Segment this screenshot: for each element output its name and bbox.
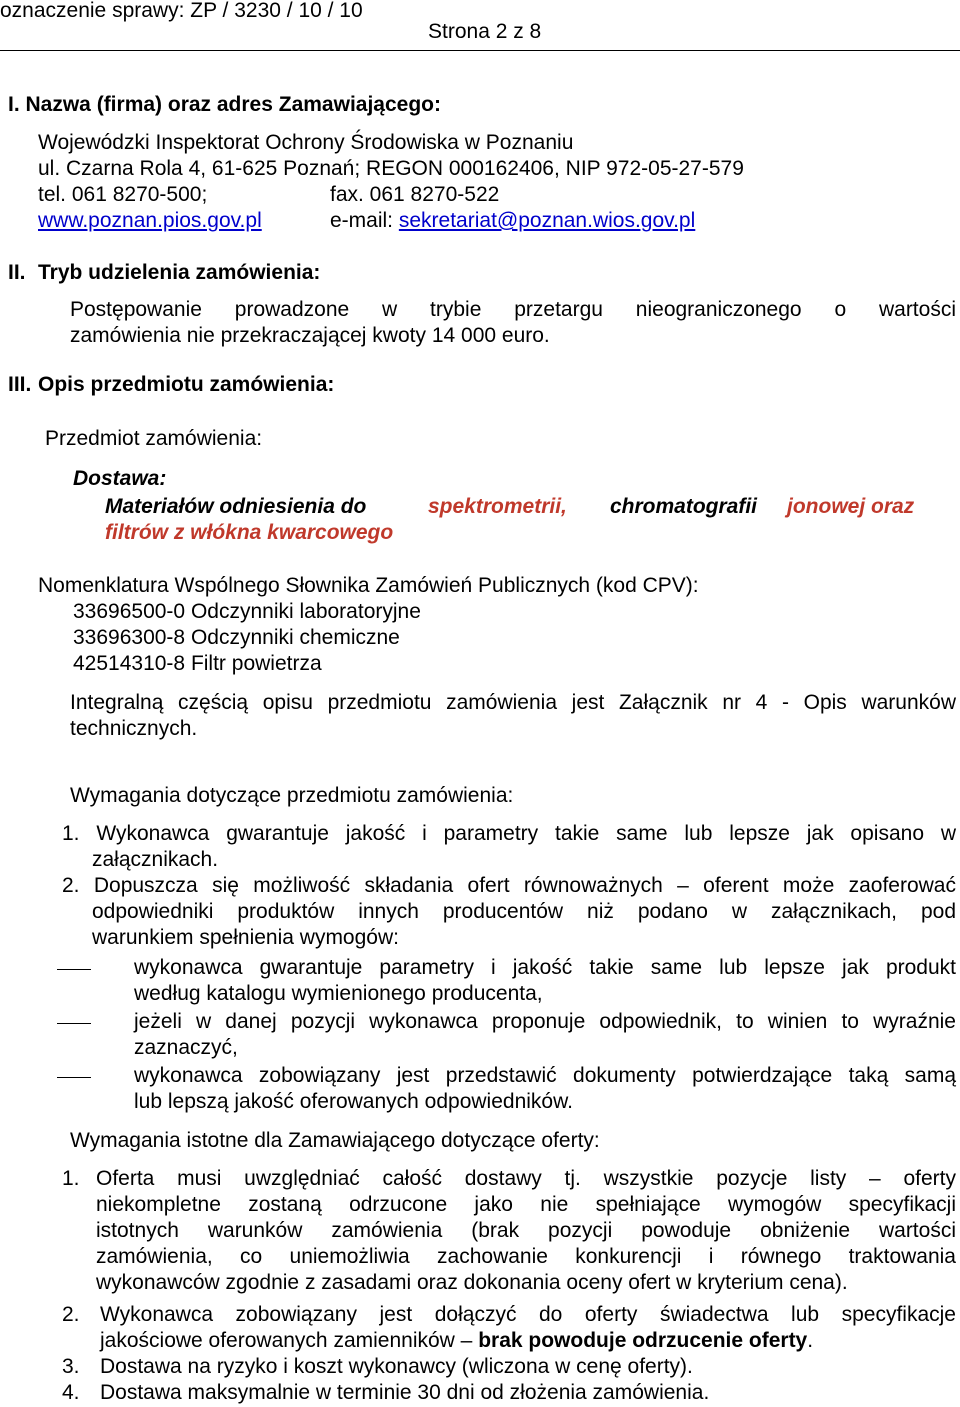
essential-1-number: 1. xyxy=(62,1167,80,1190)
essential-2-line-1: Wykonawca zobowiązany jest dołączyć do oferty świadectwa lub specyfikacje xyxy=(100,1303,956,1326)
bullet-1-line-2: według katalogu wymienionego producenta, xyxy=(134,982,543,1005)
email-line xyxy=(330,208,695,234)
essential-4-number: 4. xyxy=(62,1381,80,1404)
procedure-line-2: zamówienia nie przekraczającej kwoty 14 000 euro. xyxy=(70,324,550,347)
section-2-title: Tryb udzielenia zamówienia: xyxy=(38,261,321,284)
section-2-number: II. xyxy=(8,261,26,284)
essential-4-text: Dostawa maksymalnie w terminie 30 dni od złożenia zamówienia. xyxy=(100,1381,710,1404)
bullet-2-line-2: zaznaczyć, xyxy=(134,1036,238,1059)
delivery-label: Dostawa: xyxy=(73,467,167,490)
bullet-dash xyxy=(57,1077,91,1078)
procedure-line-1: Postępowanie prowadzone w trybie przetargu nieograniczonego o wartości xyxy=(70,298,956,321)
case-reference: oznaczenie sprawy: ZP / 3230 / 10 / 10 xyxy=(0,0,363,22)
requirement-1-line-1: 1. Wykonawca gwarantuje jakość i parametry takie same lub lepsze jak opisano w xyxy=(62,822,956,845)
section-3-title: Opis przedmiotu zamówienia: xyxy=(38,373,335,396)
bullet-1-line-1: wykonawca gwarantuje parametry i jakość takie same lub lepsze jak produkt xyxy=(134,956,956,979)
essential-2-end: . xyxy=(807,1329,814,1352)
section-1-heading: I. Nazwa (firma) oraz adres Zamawiającego: xyxy=(8,93,441,116)
institution-address: ul. Czarna Rola 4, 61-625 Poznań; REGON 000162406, NIP 972-05-27-579 xyxy=(38,157,744,180)
delivery-item-part-2: spektrometrii, xyxy=(428,495,567,518)
essential-3-number: 3. xyxy=(62,1355,80,1378)
requirement-2-line-2: odpowiedniki produktów innych producentów niż podano w załącznikach, pod xyxy=(92,900,956,923)
delivery-item-part-1: Materiałów odniesienia do xyxy=(105,495,367,518)
attachment-line-2: technicznych. xyxy=(70,717,198,740)
cpv-code: 33696300-8 Odczynniki chemiczne xyxy=(73,626,400,649)
essential-heading: Wymagania istotne dla Zamawiającego dotyczące oferty: xyxy=(70,1129,600,1152)
requirement-2-line-1: 2. Dopuszcza się możliwość składania ofert równoważnych – oferent może zaoferować xyxy=(62,874,956,897)
section-3-number: III. xyxy=(8,373,32,396)
email-link[interactable]: sekretariat@poznan.wios.gov.pl xyxy=(398,209,696,232)
essential-1-line-4: zamówienia, co uniemożliwia zachowanie konkurencji i równego traktowania xyxy=(96,1245,956,1268)
cpv-code: 42514310-8 Filtr powietrza xyxy=(73,652,322,675)
page-number: Strona 2 z 8 xyxy=(428,20,542,43)
essential-1-line-3: istotnych warunków zamówienia (brak pozycji powoduje obniżenie wartości xyxy=(96,1219,956,1242)
delivery-item-part-3: chromatografii xyxy=(610,495,758,518)
delivery-item-part-4: jonowej oraz xyxy=(787,495,915,518)
bullet-dash xyxy=(57,1023,91,1024)
essential-1-line-5: wykonawców zgodnie z zasadami oraz dokonania oceny ofert w kryterium cena). xyxy=(96,1271,848,1294)
header-divider xyxy=(0,50,960,51)
website-link[interactable]: www.poznan.pios.gov.pl xyxy=(38,209,262,232)
bullet-dash xyxy=(57,969,91,970)
delivery-item-part-5: filtrów z włókna kwarcowego xyxy=(105,521,394,544)
bullet-2-line-1: jeżeli w danej pozycji wykonawca proponuje odpowiednik, to winien to wyraźnie xyxy=(134,1010,956,1033)
essential-2-number: 2. xyxy=(62,1303,80,1326)
requirement-2-line-3: warunkiem spełnienia wymogów: xyxy=(92,926,399,949)
essential-2-line-2 xyxy=(100,1328,813,1354)
cpv-code: 33696500-0 Odczynniki laboratoryjne xyxy=(73,600,421,623)
essential-1-line-1: Oferta musi uwzględniać całość dostawy tj. wszystkie pozycje listy – oferty xyxy=(96,1167,956,1190)
bullet-3-line-2: lub lepszą jakość oferowanych odpowiedników. xyxy=(134,1090,573,1113)
subject-label: Przedmiot zamówienia: xyxy=(45,427,263,450)
essential-1-line-2: niekompletne zostaną odrzucone jako nie spełniające wymogów specyfikacji xyxy=(96,1193,956,1216)
requirements-heading: Wymagania dotyczące przedmiotu zamówienia: xyxy=(70,784,514,807)
bullet-3-line-1: wykonawca zobowiązany jest przedstawić dokumenty potwierdzające taką samą xyxy=(134,1064,956,1087)
fax: fax. 061 8270-522 xyxy=(330,183,500,206)
email-label: e-mail: xyxy=(330,209,399,232)
institution-name: Wojewódzki Inspektorat Ochrony Środowiska w Poznaniu xyxy=(38,131,574,154)
requirement-1-line-2: załącznikach. xyxy=(92,848,219,871)
rejection-warning: brak powoduje odrzucenie oferty xyxy=(478,1329,808,1352)
attachment-line-1: Integralną częścią opisu przedmiotu zamówienia jest Załącznik nr 4 - Opis warunków xyxy=(70,691,956,714)
essential-3-text: Dostawa na ryzyko i koszt wykonawcy (wliczona w cenę oferty). xyxy=(100,1355,693,1378)
cpv-label: Nomenklatura Wspólnego Słownika Zamówień Publicznych (kod CPV): xyxy=(38,574,699,597)
phone: tel. 061 8270-500; xyxy=(38,183,208,206)
essential-2-text: jakościowe oferowanych zamienników – xyxy=(100,1329,479,1352)
